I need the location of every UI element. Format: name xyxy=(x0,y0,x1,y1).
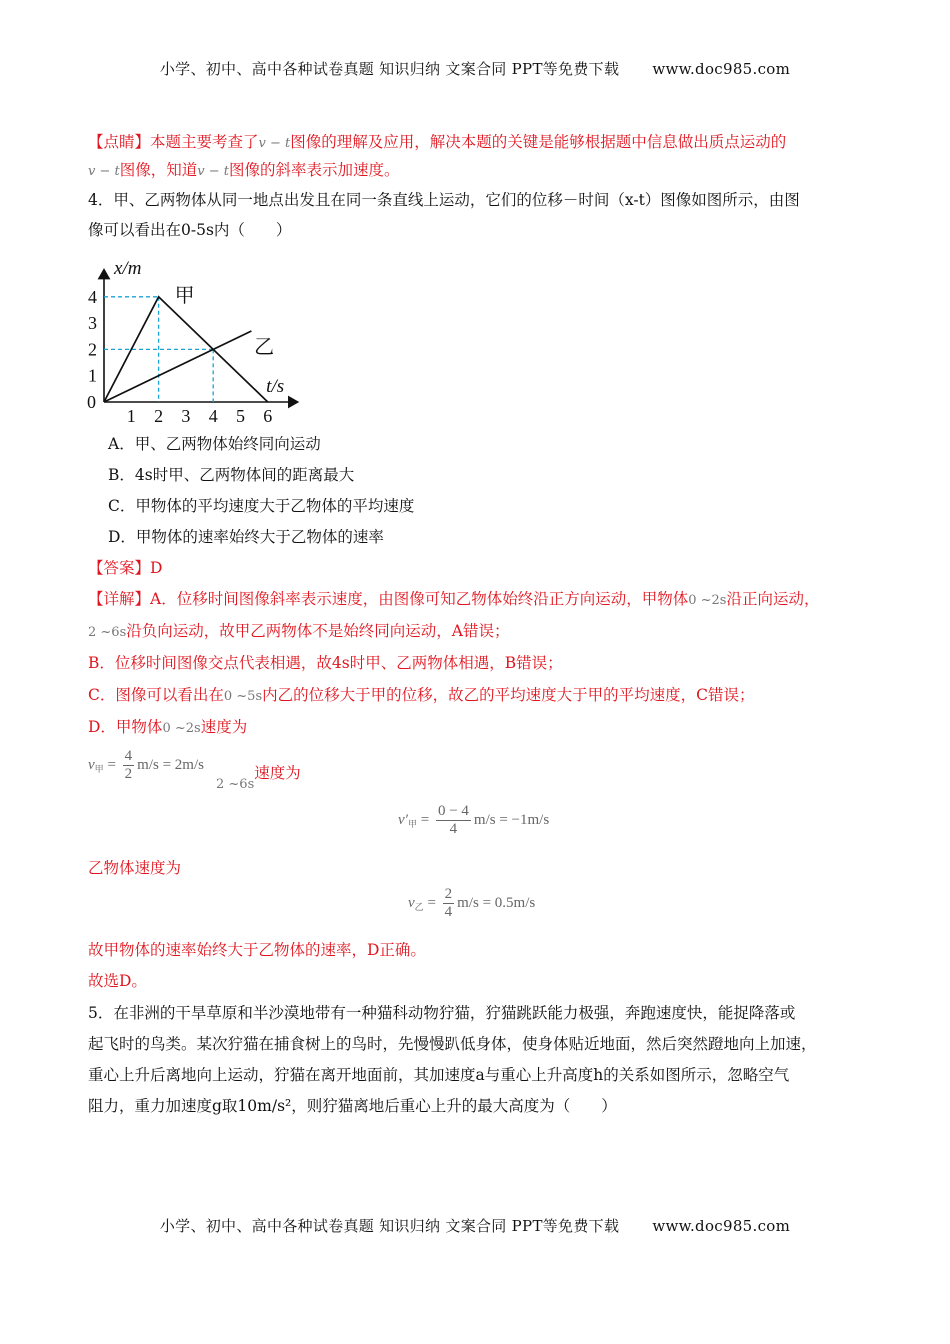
header-site[interactable]: www.doc985.com xyxy=(652,60,791,78)
q4-option-a[interactable]: A．甲、乙两物体始终同向运动 xyxy=(108,435,321,453)
header-text: 小学、初中、高中各种试卷真题 知识归纳 文案合同 PPT等免费下载 xyxy=(159,60,620,78)
detail-a-line1: 【详解】A．位移时间图像斜率表示速度，由图像可知乙物体始终沿正方向运动，甲物体0 ~2s沿正向运动， xyxy=(88,590,820,608)
q4-stem-line1: 4．甲、乙两物体从同一地点出发且在同一条直线上运动，它们的位移－时间（x-t）图像如图所示，由图 xyxy=(88,191,800,209)
q4-answer xyxy=(88,557,162,579)
page-header xyxy=(0,58,950,79)
q5-line2: 起飞时的鸟类。某次狞猫在捕食树上的鸟时，先慢慢趴低身体，使身体贴近地面，然后突然蹬地向上加速， xyxy=(88,1035,817,1053)
series-label-jia: 甲 xyxy=(174,284,195,307)
dianjing-tag: 【点睛】 xyxy=(88,133,151,151)
detail-a-line2: 2 ~6s沿负向运动，故甲乙两物体不是始终同向运动，A错误； xyxy=(88,622,510,640)
q4-option-b[interactable]: B．4s时甲、乙两物体间的距离最大 xyxy=(108,466,355,484)
y-tick-label: 1 xyxy=(88,365,97,386)
q4-option-c[interactable]: C．甲物体的平均速度大于乙物体的平均速度 xyxy=(108,497,415,515)
page-footer xyxy=(0,1215,950,1236)
x-tick-label: 1 xyxy=(126,406,136,426)
answer-value: D xyxy=(150,559,163,577)
x-tick-label: 3 xyxy=(181,406,191,426)
detail-b: B．位移时间图像交点代表相遇，故4s时甲、乙两物体相遇，B错误； xyxy=(88,654,563,672)
x-tick-label: 6 xyxy=(263,406,273,426)
yi-speed-label: 乙物体速度为 xyxy=(88,859,182,877)
detail-c: C．图像可以看出在0 ~5s内乙的位移大于甲的位移，故乙的平均速度大于甲的平均速度，C错误； xyxy=(88,686,755,704)
footer-site[interactable]: www.doc985.com xyxy=(652,1217,791,1235)
dianjing-line2: v − t图像，知道v − t图像的斜率表示加速度。 xyxy=(88,161,400,179)
origin-label: 0 xyxy=(87,392,96,412)
q5-line3: 重心上升后离地向上运动，狞猫在离开地面前，其加速度a与重心上升高度h的关系如图所示，忽略空气 xyxy=(88,1066,790,1084)
formula-v-yi: $v_乙$ = $\frac{2}{4}$ m/s = 0.5m/s xyxy=(408,886,536,920)
conclusion: 故甲物体的速率始终大于乙物体的速率，D正确。 xyxy=(88,941,426,959)
series-label-yi: 乙 xyxy=(254,336,275,359)
q4-stem-line2: 像可以看出在0-5s内（ ） xyxy=(88,221,292,239)
x-tick-label: 4 xyxy=(208,406,218,426)
dianjing-line1: 【点睛】本题主要考查了v − t图像的理解及应用，解决本题的关键是能够根据题中信息做出质点运动的 xyxy=(88,133,787,151)
answer-tag: 【答案】 xyxy=(88,559,151,577)
footer-text: 小学、初中、高中各种试卷真题 知识归纳 文案合同 PPT等免费下载 xyxy=(159,1217,620,1235)
formula-1-after: $_{2 \sim 6s}$速度为 xyxy=(216,764,301,792)
x-axis-label: t/s xyxy=(266,376,285,397)
q5-line4: 阻力，重力加速度g取10m/s²，则狞猫离地后重心上升的最大高度为（ ） xyxy=(88,1097,617,1115)
x-tick-label: 5 xyxy=(236,406,245,426)
y-axis-label: x/m xyxy=(114,257,142,279)
formula-v-jia: $v_甲$ = $\frac{4}{2}$ m/s = 2m/s xyxy=(88,748,204,782)
x-tick-label: 2 xyxy=(154,406,164,426)
y-tick-label: 3 xyxy=(88,313,97,334)
q5-line1: 5．在非洲的干旱草原和半沙漠地带有一种猫科动物狞猫，狞猫跳跃能力极强，奔跑速度快，能捉降落或 xyxy=(88,1004,796,1022)
xt-chart xyxy=(82,252,322,428)
q4-option-d[interactable]: D．甲物体的速率始终大于乙物体的速率 xyxy=(108,528,384,546)
series-line-1 xyxy=(104,331,251,402)
choose: 故选D。 xyxy=(88,972,147,990)
formula-v-jia-prime: $v'_甲$ = $\frac{0 - 4}{4}$ m/s = −1m/s xyxy=(398,803,550,837)
detail-d: D．甲物体0 ~2s速度为 xyxy=(88,718,248,736)
y-tick-label: 4 xyxy=(88,286,97,307)
y-tick-label: 2 xyxy=(88,339,97,360)
